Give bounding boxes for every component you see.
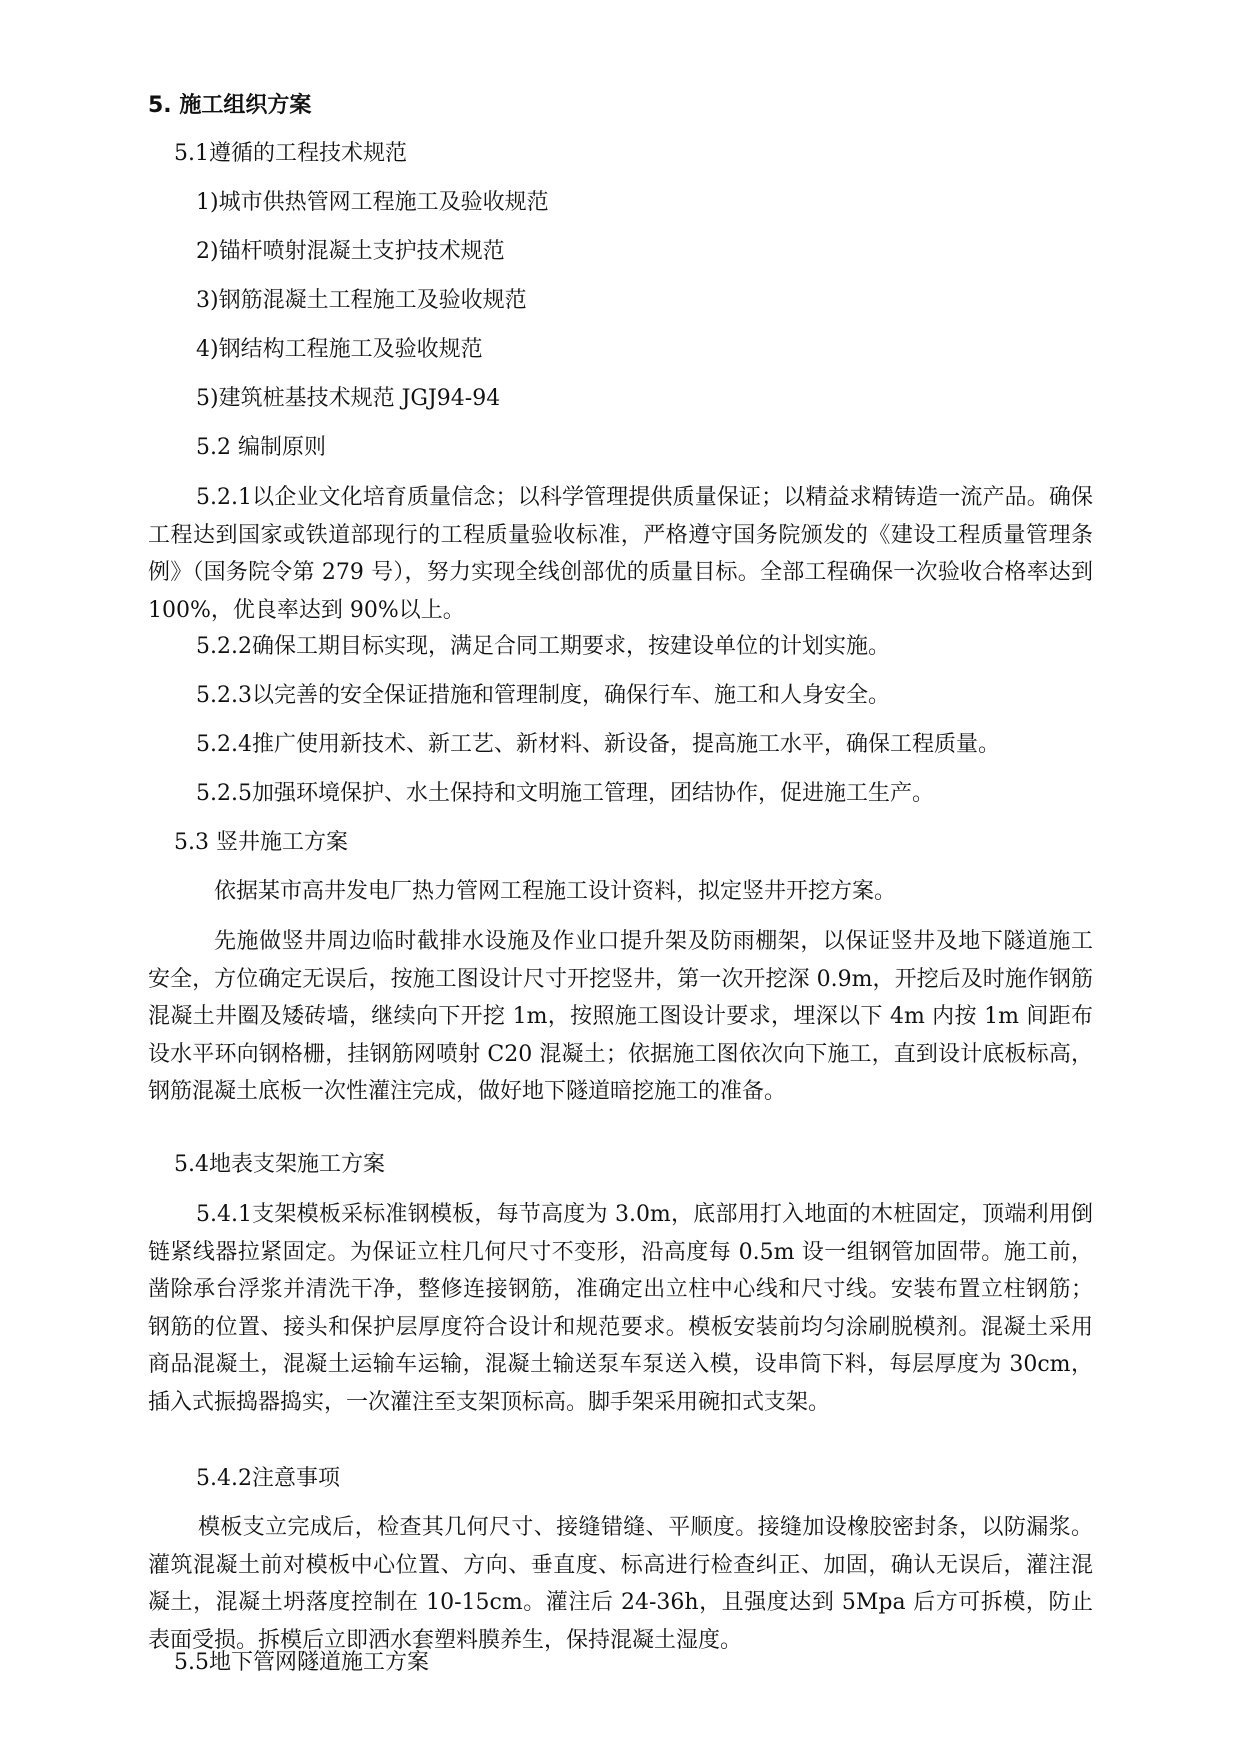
heading-5-4: 5.4地表支架施工方案 xyxy=(174,1152,385,1177)
heading-5-2: 5.2 编制原则 xyxy=(196,435,326,460)
list-item: 5)建筑桩基技术规范 JGJ94-94 xyxy=(196,386,501,411)
list-item: 1)城市供热管网工程施工及验收规范 xyxy=(196,190,549,215)
list-item: 4)钢结构工程施工及验收规范 xyxy=(196,337,483,362)
paragraph-5-3-body: 先施做竖井周边临时截排水设施及作业口提升架及防雨棚架，以保证竖井及地下隧道施工安全，方位确定无误后，按施工图设计尺寸开挖竖井，第一次开挖深 0.9m，开挖后及时施作钢筋混凝土井圈及矮砖墙，继续向下开挖 1m，按照施工图设计要求，埋深以下 4m 内按 1m 间距布设水平环向钢格栅，挂钢筋网喷射 C20 混凝土；依据施工图依次向下施工，直到设计底板标高，钢筋混凝土底板一次性灌注完成，做好地下隧道暗挖施工的准备。 xyxy=(148,929,1093,1104)
heading-5-3: 5.3 竖井施工方案 xyxy=(174,830,348,855)
heading-5-4-2: 5.4.2注意事项 xyxy=(196,1466,340,1491)
paragraph-5-2-4: 5.2.4推广使用新技术、新工艺、新材料、新设备，提高施工水平，确保工程质量。 xyxy=(196,732,1000,757)
heading-5-5: 5.5地下管网隧道施工方案 xyxy=(174,1650,429,1675)
paragraph-5-2-3: 5.2.3以完善的安全保证措施和管理制度，确保行车、施工和人身安全。 xyxy=(196,683,890,708)
paragraph-5-2-2: 5.2.2确保工期目标实现，满足合同工期要求，按建设单位的计划实施。 xyxy=(196,634,890,659)
heading-5-1: 5.1遵循的工程技术规范 xyxy=(174,141,407,166)
paragraph-5-3-intro: 依据某市高井发电厂热力管网工程施工设计资料，拟定竖井开挖方案。 xyxy=(214,879,897,904)
paragraph-5-2-1: 5.2.1以企业文化培育质量信念；以科学管理提供质量保证；以精益求精铸造一流产品。确保工程达到国家或铁道部现行的工程质量验收标准，严格遵守国务院颁发的《建设工程质量管理条例》（国务院令第 279 号），努力实现全线创部优的质量目标。全部工程确保一次验收合格率达到 100%，优良率达到 90%以上。 xyxy=(148,485,1093,623)
paragraph-5-2-5: 5.2.5加强环境保护、水土保持和文明施工管理，团结协作，促进施工生产。 xyxy=(196,781,934,806)
section-title: 5. 施工组织方案 xyxy=(148,93,312,118)
paragraph-5-4-2: 模板支立完成后，检查其几何尺寸、接缝错缝、平顺度。接缝加设橡胶密封条，以防漏浆。灌筑混凝土前对模板中心位置、方向、垂直度、标高进行检查纠正、加固，确认无误后，灌注混凝土，混凝土坍落度控制在 10-15cm。灌注后 24-36h，且强度达到 5Mpa 后方可拆模，防止表面受损。拆模后立即洒水套塑料膜养生，保持混凝土湿度。 xyxy=(148,1515,1093,1653)
list-item: 3)钢筋混凝土工程施工及验收规范 xyxy=(196,288,527,313)
paragraph-5-4-1: 5.4.1支架模板采标准钢模板，每节高度为 3.0m，底部用打入地面的木桩固定，顶端利用倒链紧线器拉紧固定。为保证立柱几何尺寸不变形，沿高度每 0.5m 设一组钢管加固带。施工前，凿除承台浮浆并清洗干净，整修连接钢筋，准确定出立柱中心线和尺寸线。安装布置立柱钢筋；钢筋的位置、接头和保护层厚度符合设计和规范要求。模板安装前均匀涂刷脱模剂。混凝土采用商品混凝土，混凝土运输车运输，混凝土输送泵车泵送入模，设串筒下料，每层厚度为 30cm，插入式振捣器捣实，一次灌注至支架顶标高。脚手架采用碗扣式支架。 xyxy=(148,1202,1093,1415)
list-item: 2)锚杆喷射混凝土支护技术规范 xyxy=(196,239,505,264)
